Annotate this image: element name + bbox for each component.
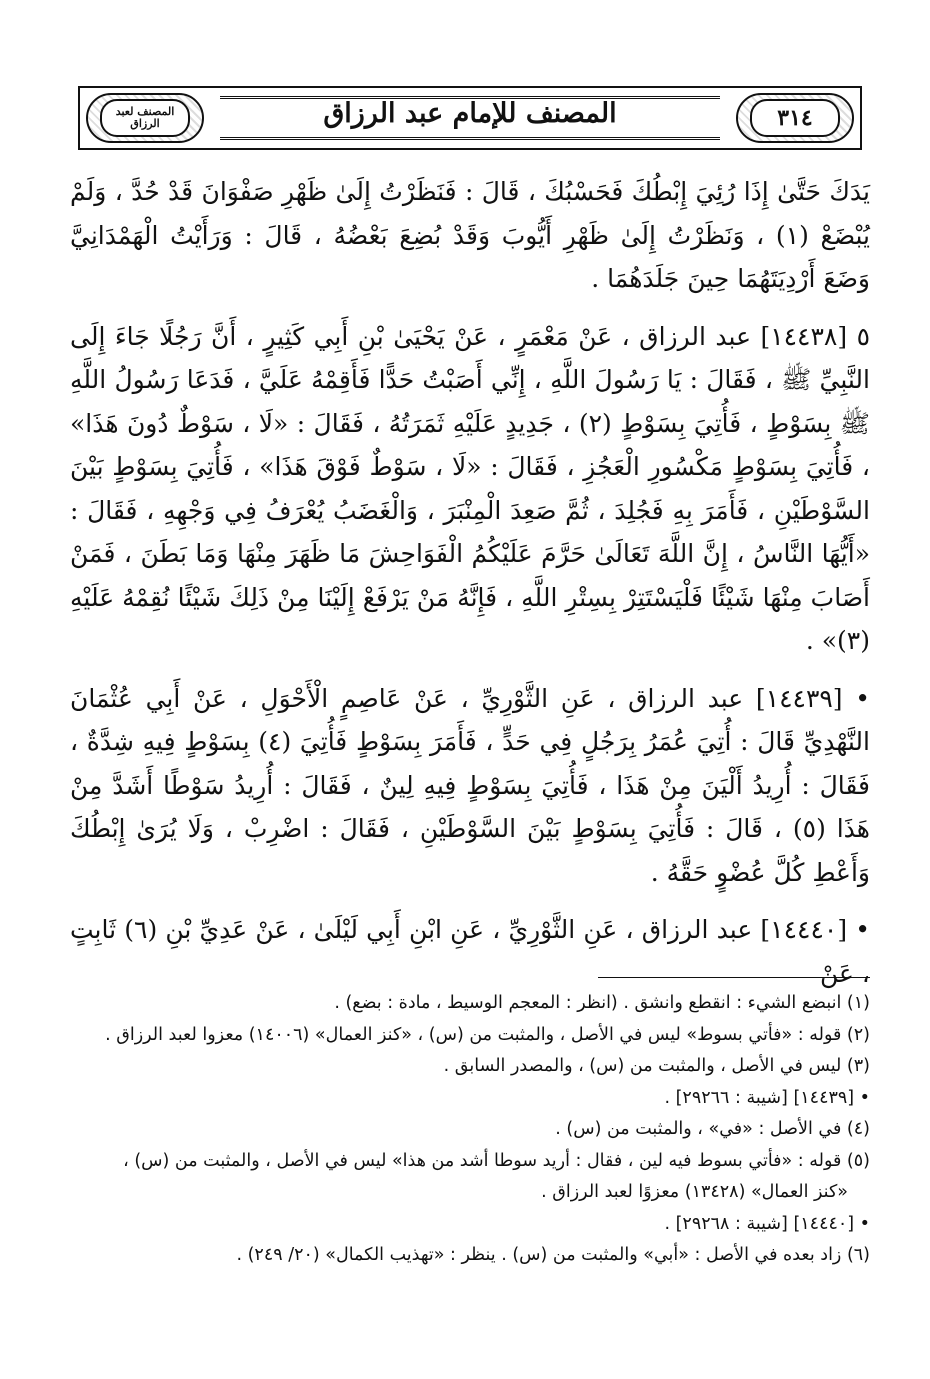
footnote-6: (٦) زاد بعده في الأصل : «أبي» والمثبت من (س) . ينظر : «تهذيب الكمال» (٢٠/ ٢٤٩) . — [236, 1245, 870, 1265]
footnotes — [70, 988, 870, 1272]
main-text — [70, 170, 870, 1009]
footnote-2: (٢) قوله : «فأتي بسوط» ليس في الأصل ، والمثبت من (س) ، «كنز العمال» (١٤٠٠٦) معزوا لعبد الرزاق . — [105, 1024, 870, 1045]
footnote-3: (٣) ليس في الأصل ، والمثبت من (س) ، والمصدر السابق . — [443, 1056, 870, 1076]
hadith-14438: ٥ [١٤٤٣٨] عبد الرزاق ، عَنْ مَعْمَرٍ ، عَنْ يَحْيَىٰ بْنِ أَبِي كَثِيرٍ ، أَنَّ رَجُلًا جَاءَ إِلَى النَّبِيِّ ﷺ ، فَقَالَ : يَا رَسُولَ اللَّهِ ، إِنِّي أَصَبْتُ حَدًّا فَأَقِمْهُ عَلَيَّ ، فَدَعَا رَسُولُ اللَّهِ ﷺ بِسَوْطٍ ، فَأُتِيَ بِسَوْطٍ (٢) ، جَدِيدٍ عَلَيْهِ ثَمَرَتُهُ ، فَقَالَ : «لَا ، سَوْطٌ دُونَ هَذَا» ، فَأُتِيَ بِسَوْطٍ مَكْسُورِ الْعَجُزِ ، فَقَالَ : «لَا ، سَوْطٌ فَوْقَ هَذَا» ، فَأُتِيَ بِسَوْطٍ بَيْنَ السَّوْطَيْنِ ، فَأَمَرَ بِهِ فَجُلِدَ ، ثُمَّ صَعِدَ الْمِنْبَرَ ، وَالْغَضَبُ يُعْرَفُ فِي وَجْهِهِ ، فَقَالَ : «أَيُّهَا النَّاسُ ، إِنَّ اللَّهَ تَعَالَىٰ حَرَّمَ عَلَيْكُمُ الْفَوَاحِشَ مَا ظَهَرَ مِنْهَا وَمَا بَطَنَ ، فَمَنْ أَصَابَ مِنْهَا شَيْئًا فَلْيَسْتَتِرْ بِسِتْرِ اللَّهِ ، فَإِنَّهُ مَنْ يَرْفَعْ إِلَيْنَا مِنْ ذَلِكَ شَيْئًا نُقِمْهُ عَلَيْهِ (٣)» . — [70, 321, 870, 655]
footnote-4: (٤) في الأصل : «في» ، والمثبت من (س) . — [555, 1119, 870, 1139]
paragraph-1: يَدَكَ حَتَّىٰ إِذَا رُئِيَ إِبْطُكَ فَحَسْبُكَ ، قَالَ : فَنَظَرْتُ إِلَىٰ ظَهْرِ صَفْوَانَ قَدْ حُدَّ ، وَلَمْ يُبْضَعْ (١) ، وَنَظَرْتُ إِلَىٰ ظَهْرِ أَيُّوبَ وَقَدْ بُضِعَ بَعْضُهُ ، قَالَ : وَرَأَيْتُ الْهَمْدَانِيَّ وَضَعَ أَرْدِيَتَهُمَا حِينَ جَلَدَهُمَا . — [70, 177, 870, 293]
page-number-ornament — [736, 93, 854, 143]
hadith-14440: • [١٤٤٤٠] عبد الرزاق ، عَنِ الثَّوْرِيِّ ، عَنِ ابْنِ أَبِي لَيْلَىٰ ، عَنْ عَدِيِّ بْنِ (٦) ثَابِتٍ ، عَنْ — [70, 915, 870, 988]
seal-text: المصنف لعبد الرزاق — [115, 105, 175, 130]
page-header — [78, 86, 862, 150]
footnote-divider — [598, 977, 870, 978]
footnote-5: (٥) قوله : «فأتي بسوط فيه لين ، فقال : أريد سوطا أشد من هذا» ليس في الأصل ، والمثبت من (س) ، — [123, 1150, 870, 1171]
footnote-5-continued: «كنز العمال» (١٣٤٢٨) معزوًا لعبد الرزاق . — [541, 1182, 848, 1202]
page-number: ٣١٤ — [750, 99, 840, 137]
seal-ornament — [86, 93, 204, 143]
source-note-14440: • [١٤٤٤٠] [شيبة : ٢٩٢٦٨] . — [664, 1213, 870, 1234]
book-title: المصنف للإمام عبد الرزاق — [323, 98, 617, 129]
seal-icon — [100, 99, 190, 137]
footnote-1: (١) انبضع الشيء : انقطع وانشق . (انظر : المعجم الوسيط ، مادة : بضع) . — [334, 993, 870, 1013]
source-note-14439: • [١٤٤٣٩] [شيبة : ٢٩٢٦٦] . — [664, 1087, 870, 1108]
hadith-14439: • [١٤٤٣٩] عبد الرزاق ، عَنِ الثَّوْرِيِّ ، عَنْ عَاصِمٍ الْأَحْوَلِ ، عَنْ أَبِي عُثْمَانَ النَّهْدِيِّ قَالَ : أُتِيَ عُمَرُ بِرَجُلٍ فِي حَدٍّ ، فَأَمَرَ بِسَوْطٍ فَأُتِيَ (٤) بِسَوْطٍ فِيهِ شِدَّةٌ ، فَقَالَ : أُرِيدُ أَلْيَنَ مِنْ هَذَا ، فَأُتِيَ بِسَوْطٍ فِيهِ لِينٌ ، فَقَالَ : أُرِيدُ سَوْطًا أَشَدَّ مِنْ هَذَا (٥) ، قَالَ : فَأُتِيَ بِسَوْطٍ بَيْنَ السَّوْطَيْنِ ، فَقَالَ : اضْرِبْ ، وَلَا يُرَىٰ إِبْطُكَ وَأَعْطِ كُلَّ عُضْوٍ حَقَّهُ . — [70, 683, 870, 887]
